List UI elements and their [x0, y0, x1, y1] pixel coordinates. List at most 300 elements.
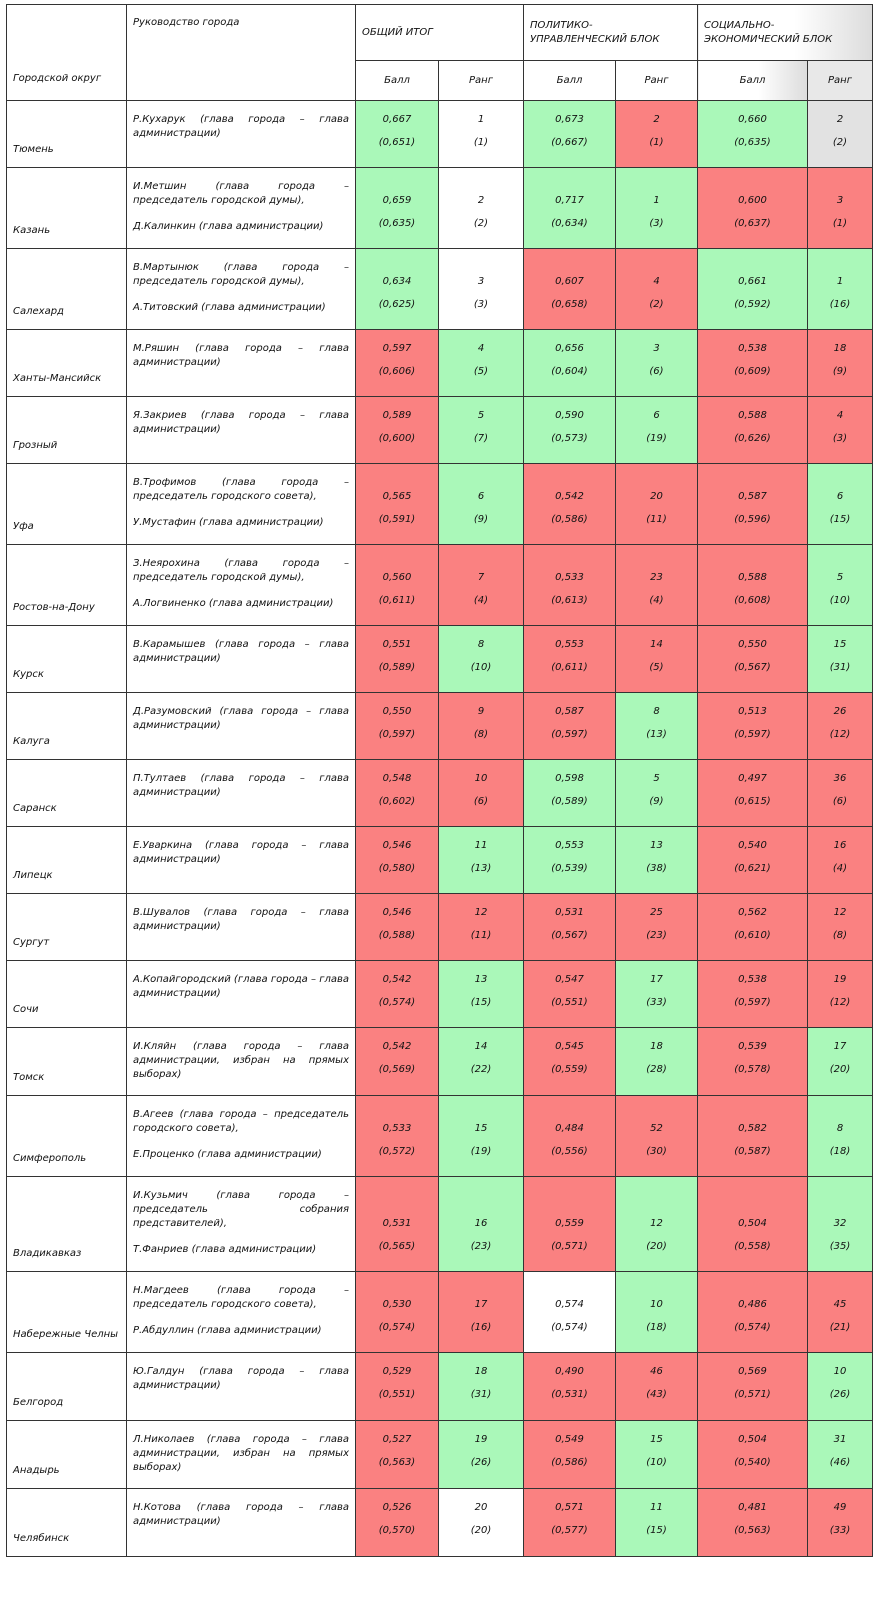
header-total-rank: Ранг	[439, 61, 524, 101]
total-rank-current: 3	[477, 276, 485, 287]
social-rank-current: 8	[836, 1123, 844, 1134]
total-rank-cell	[439, 1028, 524, 1096]
political-score-previous: (0,589)	[551, 796, 588, 807]
table-row	[7, 464, 873, 545]
political-rank-previous: (2)	[649, 299, 664, 310]
social-rank-cell	[808, 397, 873, 464]
total-score-cell	[356, 330, 439, 397]
social-rank-current: 32	[833, 1218, 847, 1229]
leader-text: Р.Абдуллин (глава администрации)	[133, 1325, 322, 1336]
political-rank-current: 17	[650, 974, 663, 985]
total-score-previous: (0,591)	[378, 514, 416, 525]
social-score-previous: (0,540)	[734, 1457, 771, 1468]
total-score-cell	[356, 464, 439, 545]
total-rank-previous: (23)	[470, 1241, 492, 1252]
table-row	[7, 249, 873, 330]
total-rank-previous: (11)	[470, 930, 492, 941]
political-rank-previous: (33)	[646, 997, 667, 1008]
total-rank-previous: (2)	[473, 218, 489, 229]
social-score-cell	[698, 1421, 808, 1489]
total-score-previous: (0,588)	[378, 930, 416, 941]
political-rank-cell	[616, 168, 698, 249]
social-rank-current: 5	[836, 572, 844, 583]
social-rank-previous: (1)	[832, 218, 848, 229]
total-score-cell	[356, 397, 439, 464]
social-rank-cell	[808, 894, 873, 961]
political-rank-cell	[616, 626, 698, 693]
social-rank-cell	[808, 168, 873, 249]
political-rank-previous: (11)	[646, 514, 667, 525]
total-rank-previous: (3)	[473, 299, 489, 310]
table-row	[7, 1421, 873, 1489]
leader-text: Е.Проценко (глава администрации)	[133, 1149, 322, 1160]
political-score-previous: (0,597)	[551, 729, 588, 740]
social-rank-cell	[808, 693, 873, 760]
leaders-cell	[127, 693, 356, 760]
political-score-cell	[524, 330, 616, 397]
social-score-current: 0,588	[738, 572, 767, 583]
political-score-cell	[524, 1353, 616, 1421]
political-rank-cell	[616, 827, 698, 894]
leader-text: Р.Кухарук (глава города – глава администрации)	[133, 114, 349, 139]
social-score-cell	[698, 545, 808, 626]
leaders-cell	[127, 827, 356, 894]
political-rank-previous: (10)	[646, 1457, 667, 1468]
social-rank-previous: (35)	[829, 1241, 851, 1252]
total-rank-cell	[439, 1489, 524, 1557]
social-rank-previous: (3)	[832, 433, 848, 444]
total-score-cell	[356, 1489, 439, 1557]
total-rank-previous: (31)	[470, 1389, 492, 1400]
political-score-current: 0,607	[555, 276, 584, 287]
total-score-current: 0,542	[382, 974, 412, 985]
leaders-cell	[127, 760, 356, 827]
political-rank-current: 5	[653, 773, 660, 784]
social-score-previous: (0,609)	[734, 366, 771, 377]
social-rank-cell	[808, 626, 873, 693]
social-rank-previous: (2)	[832, 137, 848, 148]
political-rank-cell	[616, 1096, 698, 1177]
social-rank-current: 2	[836, 114, 844, 125]
total-score-current: 0,551	[382, 639, 412, 650]
total-score-cell	[356, 545, 439, 626]
political-score-cell	[524, 545, 616, 626]
social-score-cell	[698, 330, 808, 397]
political-score-current: 0,533	[555, 572, 584, 583]
total-score-current: 0,527	[382, 1434, 412, 1445]
political-score-current: 0,598	[555, 773, 584, 784]
table-row	[7, 545, 873, 626]
total-score-previous: (0,563)	[378, 1457, 416, 1468]
total-rank-previous: (9)	[473, 514, 489, 525]
city-name: Белгород	[7, 1353, 127, 1421]
social-score-previous: (0,592)	[734, 299, 771, 310]
social-rank-cell	[808, 545, 873, 626]
total-score-cell	[356, 1177, 439, 1272]
social-score-current: 0,481	[738, 1502, 767, 1513]
city-name: Сургут	[7, 894, 127, 961]
leader-text: Л.Николаев (глава города – глава администрации, избран на прямых выборах)	[133, 1434, 349, 1473]
total-score-previous: (0,651)	[378, 137, 416, 148]
leaders-cell	[127, 101, 356, 168]
header-total: ОБЩИЙ ИТОГ	[356, 5, 524, 61]
leader-text: Д.Разумовский (глава города – глава администрации)	[133, 706, 349, 731]
social-score-current: 0,587	[738, 491, 767, 502]
social-rank-previous: (9)	[832, 366, 848, 377]
social-rank-current: 18	[833, 343, 847, 354]
political-score-previous: (0,604)	[551, 366, 588, 377]
leaders-cell	[127, 1177, 356, 1272]
leader-text: Я.Закриев (глава города – глава администрации)	[133, 410, 349, 435]
total-score-current: 0,530	[382, 1299, 412, 1310]
social-rank-current: 45	[833, 1299, 847, 1310]
political-score-current: 0,571	[555, 1502, 584, 1513]
political-rank-previous: (19)	[646, 433, 667, 444]
total-score-previous: (0,572)	[378, 1146, 416, 1157]
header-social-line1: СОЦИАЛЬНО-	[704, 19, 775, 31]
social-score-cell	[698, 249, 808, 330]
political-rank-cell	[616, 1489, 698, 1557]
city-name: Липецк	[7, 827, 127, 894]
social-score-current: 0,550	[738, 639, 767, 650]
social-score-previous: (0,597)	[734, 997, 771, 1008]
political-rank-previous: (23)	[646, 930, 667, 941]
total-score-previous: (0,606)	[378, 366, 416, 377]
political-score-current: 0,553	[555, 840, 584, 851]
political-score-previous: (0,577)	[551, 1525, 588, 1536]
city-name: Калуга	[7, 693, 127, 760]
total-score-current: 0,548	[382, 773, 412, 784]
social-score-current: 0,600	[738, 195, 767, 206]
social-score-current: 0,497	[738, 773, 767, 784]
social-score-previous: (0,563)	[734, 1525, 771, 1536]
total-score-cell	[356, 961, 439, 1028]
leaders-cell	[127, 1272, 356, 1353]
city-name: Саранск	[7, 760, 127, 827]
total-score-current: 0,533	[382, 1123, 412, 1134]
political-rank-cell	[616, 1177, 698, 1272]
leaders-cell	[127, 249, 356, 330]
social-score-cell	[698, 397, 808, 464]
leader-text: А.Копайгородский (глава города – глава администрации)	[133, 974, 349, 999]
political-rank-cell	[616, 464, 698, 545]
social-rank-cell	[808, 101, 873, 168]
social-rank-previous: (12)	[829, 729, 851, 740]
political-score-cell	[524, 101, 616, 168]
political-score-current: 0,490	[555, 1366, 584, 1377]
header-leaders: Руководство города	[127, 5, 356, 101]
total-rank-cell	[439, 397, 524, 464]
header-social-score: Балл	[698, 61, 808, 101]
leader-text: З.Неярохина (глава города – председатель городской думы),	[133, 558, 349, 583]
political-rank-current: 15	[650, 1434, 663, 1445]
total-score-cell	[356, 101, 439, 168]
total-score-previous: (0,565)	[378, 1241, 416, 1252]
social-score-previous: (0,578)	[734, 1064, 771, 1075]
social-rank-previous: (46)	[829, 1457, 851, 1468]
political-rank-cell	[616, 1272, 698, 1353]
political-score-previous: (0,567)	[551, 930, 588, 941]
total-score-current: 0,529	[382, 1366, 412, 1377]
social-rank-cell	[808, 827, 873, 894]
total-rank-cell	[439, 1272, 524, 1353]
social-rank-current: 19	[833, 974, 847, 985]
total-score-cell	[356, 1272, 439, 1353]
social-rank-current: 1	[836, 276, 844, 287]
total-score-cell	[356, 249, 439, 330]
total-rank-current: 13	[474, 974, 488, 985]
political-rank-current: 10	[650, 1299, 663, 1310]
social-score-cell	[698, 693, 808, 760]
leaders-cell	[127, 626, 356, 693]
total-score-current: 0,546	[382, 840, 412, 851]
political-score-current: 0,590	[555, 410, 584, 421]
total-score-cell	[356, 1096, 439, 1177]
political-rank-previous: (1)	[649, 137, 664, 148]
city-name: Ростов-на-Дону	[7, 545, 127, 626]
political-rank-current: 25	[650, 907, 663, 918]
social-rank-current: 36	[833, 773, 847, 784]
city-name: Тюмень	[7, 101, 127, 168]
total-rank-previous: (5)	[473, 366, 489, 377]
leader-text: А.Титовский (глава администрации)	[133, 302, 326, 313]
leader-text: У.Мустафин (глава администрации)	[133, 517, 324, 528]
political-score-cell	[524, 464, 616, 545]
political-rank-cell	[616, 760, 698, 827]
political-score-previous: (0,573)	[551, 433, 588, 444]
social-rank-previous: (18)	[829, 1146, 851, 1157]
total-rank-cell	[439, 760, 524, 827]
political-score-previous: (0,634)	[551, 218, 588, 229]
leader-text: И.Кляйн (глава города – глава администрации, избран на прямых выборах)	[133, 1041, 349, 1080]
total-rank-current: 16	[474, 1218, 488, 1229]
table-row	[7, 693, 873, 760]
social-score-current: 0,504	[738, 1434, 767, 1445]
social-rank-cell	[808, 464, 873, 545]
table-row	[7, 894, 873, 961]
table-row	[7, 1028, 873, 1096]
table-row	[7, 1096, 873, 1177]
political-rank-current: 1	[653, 195, 660, 206]
political-rank-previous: (9)	[649, 796, 664, 807]
social-score-previous: (0,596)	[734, 514, 771, 525]
social-score-previous: (0,587)	[734, 1146, 771, 1157]
total-rank-current: 18	[474, 1366, 488, 1377]
total-rank-cell	[439, 1096, 524, 1177]
social-rank-current: 4	[836, 410, 844, 421]
total-rank-cell	[439, 1353, 524, 1421]
social-score-current: 0,569	[738, 1366, 767, 1377]
table-row	[7, 101, 873, 168]
social-score-previous: (0,626)	[734, 433, 771, 444]
political-rank-current: 11	[650, 1502, 663, 1513]
social-rank-current: 6	[836, 491, 844, 502]
table-row	[7, 760, 873, 827]
header-total-score: Балл	[356, 61, 439, 101]
political-rank-previous: (5)	[649, 662, 664, 673]
city-name: Симферополь	[7, 1096, 127, 1177]
political-rank-current: 23	[650, 572, 663, 583]
city-name: Челябинск	[7, 1489, 127, 1557]
political-score-cell	[524, 961, 616, 1028]
total-score-previous: (0,574)	[378, 1322, 416, 1333]
political-rank-previous: (4)	[649, 595, 664, 606]
political-rank-cell	[616, 545, 698, 626]
leaders-cell	[127, 1489, 356, 1557]
social-rank-cell	[808, 1421, 873, 1489]
total-score-current: 0,542	[382, 1041, 412, 1052]
total-rank-previous: (10)	[470, 662, 492, 673]
leader-text: П.Тултаев (глава города – глава администрации)	[133, 773, 349, 798]
total-rank-cell	[439, 101, 524, 168]
political-score-previous: (0,556)	[551, 1146, 588, 1157]
total-rank-current: 10	[474, 773, 488, 784]
total-rank-cell	[439, 1177, 524, 1272]
total-score-current: 0,597	[382, 343, 412, 354]
total-rank-current: 17	[474, 1299, 488, 1310]
political-score-cell	[524, 1177, 616, 1272]
social-rank-cell	[808, 330, 873, 397]
social-rank-current: 10	[833, 1366, 847, 1377]
total-rank-cell	[439, 1421, 524, 1489]
political-rank-cell	[616, 894, 698, 961]
social-score-cell	[698, 1272, 808, 1353]
total-rank-previous: (22)	[470, 1064, 492, 1075]
political-score-cell	[524, 827, 616, 894]
header-political	[524, 5, 698, 61]
leaders-cell	[127, 1096, 356, 1177]
city-name: Сочи	[7, 961, 127, 1028]
political-rank-current: 52	[650, 1123, 663, 1134]
social-rank-current: 12	[833, 907, 847, 918]
total-rank-cell	[439, 827, 524, 894]
political-rank-current: 20	[650, 491, 663, 502]
political-score-cell	[524, 1028, 616, 1096]
total-rank-previous: (20)	[470, 1525, 492, 1536]
political-rank-previous: (6)	[649, 366, 664, 377]
leaders-cell	[127, 168, 356, 249]
city-name: Ханты-Мансийск	[7, 330, 127, 397]
social-score-current: 0,538	[738, 974, 767, 985]
header-social-rank: Ранг	[808, 61, 873, 101]
social-rank-current: 16	[833, 840, 847, 851]
social-rank-previous: (12)	[829, 997, 851, 1008]
political-rank-current: 4	[653, 276, 660, 287]
political-rank-previous: (13)	[646, 729, 667, 740]
political-score-cell	[524, 760, 616, 827]
political-rank-previous: (20)	[646, 1241, 667, 1252]
table-row	[7, 827, 873, 894]
table-row	[7, 961, 873, 1028]
leader-text: Ю.Галдун (глава города – глава администрации)	[133, 1366, 349, 1391]
social-rank-previous: (21)	[829, 1322, 851, 1333]
political-rank-cell	[616, 1028, 698, 1096]
total-score-cell	[356, 1028, 439, 1096]
social-score-current: 0,661	[738, 276, 767, 287]
table-body	[7, 101, 873, 1557]
social-score-cell	[698, 1489, 808, 1557]
social-score-previous: (0,635)	[734, 137, 771, 148]
city-name: Казань	[7, 168, 127, 249]
city-rating-table	[6, 4, 873, 1557]
city-name: Владикавказ	[7, 1177, 127, 1272]
political-rank-current: 12	[650, 1218, 663, 1229]
total-rank-cell	[439, 168, 524, 249]
header-social	[698, 5, 873, 61]
social-rank-current: 49	[833, 1502, 847, 1513]
leader-text: В.Мартынюк (глава города – председатель городской думы),	[133, 262, 349, 287]
social-rank-cell	[808, 961, 873, 1028]
total-rank-current: 4	[477, 343, 485, 354]
total-score-current: 0,526	[382, 1502, 412, 1513]
total-rank-previous: (7)	[473, 433, 489, 444]
social-score-previous: (0,637)	[734, 218, 771, 229]
social-rank-cell	[808, 760, 873, 827]
leaders-cell	[127, 1028, 356, 1096]
leader-text: А.Логвиненко (глава администрации)	[133, 598, 334, 609]
table-row	[7, 1177, 873, 1272]
political-score-cell	[524, 1272, 616, 1353]
political-rank-cell	[616, 397, 698, 464]
leaders-cell	[127, 961, 356, 1028]
table-header	[7, 5, 873, 101]
city-name: Набережные Челны	[7, 1272, 127, 1353]
total-score-cell	[356, 827, 439, 894]
social-rank-current: 31	[833, 1434, 847, 1445]
political-rank-current: 14	[650, 639, 663, 650]
political-score-current: 0,531	[555, 907, 584, 918]
political-score-cell	[524, 693, 616, 760]
total-rank-cell	[439, 961, 524, 1028]
total-rank-current: 9	[477, 706, 485, 717]
total-rank-cell	[439, 464, 524, 545]
total-rank-current: 1	[477, 114, 485, 125]
social-score-previous: (0,608)	[734, 595, 771, 606]
social-score-previous: (0,615)	[734, 796, 771, 807]
social-rank-current: 26	[833, 706, 847, 717]
leaders-cell	[127, 330, 356, 397]
social-rank-cell	[808, 1353, 873, 1421]
political-rank-current: 18	[650, 1041, 663, 1052]
total-score-current: 0,667	[382, 114, 412, 125]
leaders-cell	[127, 1421, 356, 1489]
total-rank-cell	[439, 545, 524, 626]
political-score-current: 0,574	[555, 1299, 584, 1310]
total-score-cell	[356, 1353, 439, 1421]
political-score-previous: (0,611)	[551, 662, 588, 673]
total-rank-current: 20	[474, 1502, 488, 1513]
social-score-previous: (0,574)	[734, 1322, 771, 1333]
leader-text: М.Ряшин (глава города – глава администрации)	[133, 343, 349, 368]
political-rank-previous: (15)	[646, 1525, 667, 1536]
leader-text: Т.Фанриев (глава администрации)	[133, 1244, 317, 1255]
social-score-current: 0,539	[738, 1041, 767, 1052]
social-rank-previous: (16)	[829, 299, 851, 310]
total-score-previous: (0,625)	[378, 299, 416, 310]
political-score-cell	[524, 1096, 616, 1177]
political-score-previous: (0,667)	[551, 137, 588, 148]
political-score-cell	[524, 1489, 616, 1557]
social-score-current: 0,562	[738, 907, 767, 918]
total-rank-previous: (26)	[470, 1457, 492, 1468]
table-row	[7, 1353, 873, 1421]
social-score-current: 0,540	[738, 840, 767, 851]
total-score-previous: (0,597)	[378, 729, 416, 740]
social-rank-cell	[808, 1272, 873, 1353]
political-score-cell	[524, 894, 616, 961]
social-score-current: 0,504	[738, 1218, 767, 1229]
political-score-previous: (0,586)	[551, 514, 588, 525]
